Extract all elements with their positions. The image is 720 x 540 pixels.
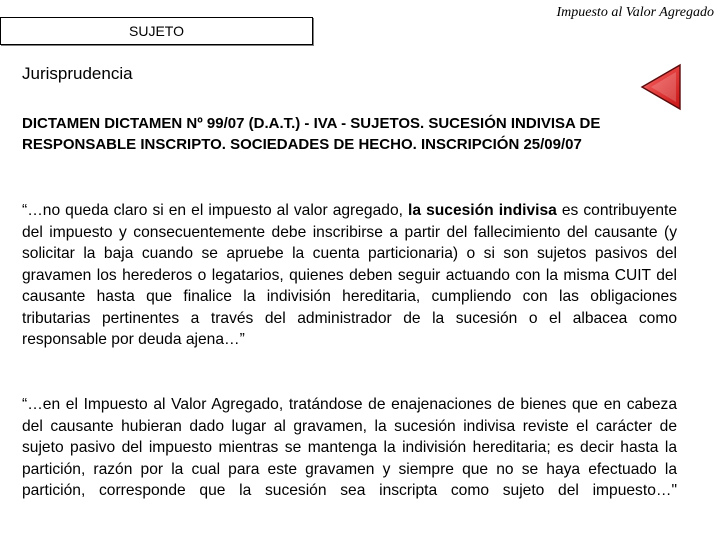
quote-paragraph-1 (22, 200, 677, 351)
quote-1-text-start: “…no queda claro si en el impuesto al valor agregado, (22, 202, 409, 219)
quote-paragraph-2: “…en el Impuesto al Valor Agregado, tratándose de enajenaciones de bienes que en cabeza del causante hubieran dado lugar al gravamen, la sucesión indivisa reviste el carácter de sujeto pasivo del impuesto mientras se mantenga la indivisión hereditaria; es decir hasta la partición, razón por la cual para este gravamen y siempre que no se haya efectuado la partición, corresponde que la sucesión sea inscripta como sujeto del impuesto…" (22, 396, 677, 499)
back-arrow-button[interactable] (640, 63, 684, 111)
quote-1-text-end: es contribuyente del impuesto y consecuentemente debe inscribirse a partir del fallecimiento del causante (y solicitar la baja cuando se apruebe la cuenta particionaria) o si son sujetos pasivos del gravamen los herederos o legatarios, quienes deben seguir actuando con la misma CUIT del causante hasta que finalice la indivisión hereditaria, cumpliendo con las obligaciones tributarias pertinentes a través del administrador de la sucesión o el albacea como responsable por deuda ajena…” (22, 202, 677, 348)
section-title: Jurisprudencia (22, 64, 133, 83)
red-triangle-left-icon (640, 63, 684, 111)
topic-header: Impuesto al Valor Agregado (556, 5, 714, 20)
dictamen-heading: DICTAMEN DICTAMEN Nº 99/07 (D.A.T.) - IVA - SUJETOS. SUCESIÓN INDIVISA DE RESPONSABLE INSCRIPTO. SOCIEDADES DE HECHO. INSCRIPCIÓN 25/09/07 (22, 115, 601, 153)
subject-box (0, 17, 313, 45)
subject-label: SUJETO (129, 23, 184, 39)
quote-1-bold-term: la sucesión indivisa (408, 202, 557, 219)
